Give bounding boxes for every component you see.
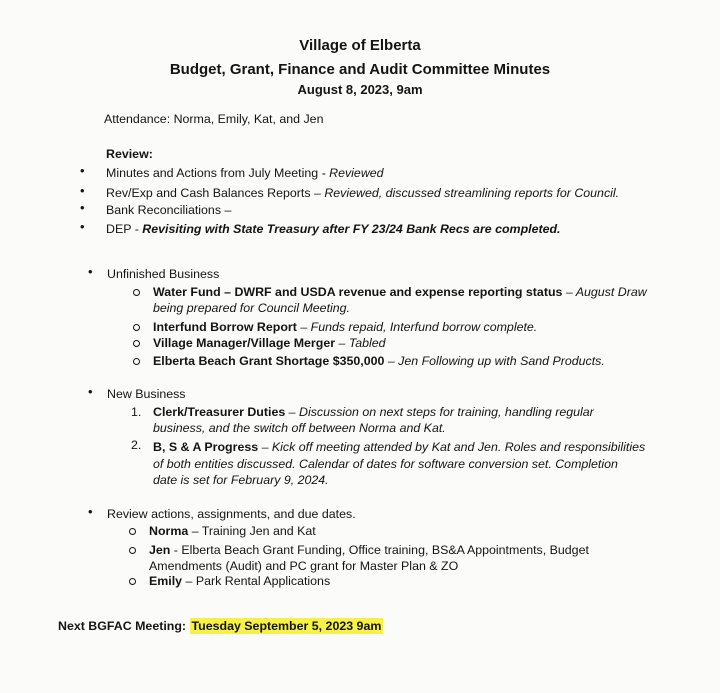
document-title: Village of Elberta	[299, 37, 421, 54]
circle-bullet-icon	[133, 289, 140, 296]
list-item: Emily – Park Rental Applications	[149, 574, 331, 588]
next-meeting-date: Tuesday September 5, 2023 9am	[191, 619, 382, 633]
list-item: Village Manager/Village Merger – Tabled	[153, 336, 386, 350]
list-item-continuation: date is set for February 9, 2024.	[153, 473, 329, 487]
new-business-heading: New Business	[107, 387, 186, 401]
bullet-icon: •	[88, 504, 93, 519]
bullet-icon: •	[88, 384, 93, 399]
list-item: Rev/Exp and Cash Balances Reports – Reviewed, discussed streamlining reports for Council.	[106, 186, 620, 200]
circle-bullet-icon	[133, 358, 140, 365]
bullet-icon: •	[80, 163, 85, 178]
list-item: Norma – Training Jen and Kat	[149, 524, 316, 538]
list-item-continuation: business, and the switch off between Norma and Kat.	[153, 421, 446, 435]
circle-bullet-icon	[129, 547, 136, 554]
actions-heading: Review actions, assignments, and due dates.	[107, 507, 356, 521]
list-item: Jen - Elberta Beach Grant Funding, Office training, BS&A Appointments, Budget	[149, 543, 589, 557]
bullet-icon: •	[88, 264, 93, 279]
list-item: Elberta Beach Grant Shortage $350,000 – Jen Following up with Sand Products.	[153, 354, 605, 368]
list-item: Minutes and Actions from July Meeting - Reviewed	[106, 166, 384, 180]
list-item: Interfund Borrow Report – Funds repaid, Interfund borrow complete.	[153, 320, 538, 334]
list-item: Water Fund – DWRF and USDA revenue and expense reporting status – August Draw	[153, 285, 647, 299]
list-item: Clerk/Treasurer Duties – Discussion on next steps for training, handling regular	[153, 405, 594, 419]
list-number: 1.	[131, 405, 142, 419]
document-subtitle: Budget, Grant, Finance and Audit Committee Minutes	[169, 61, 551, 78]
circle-bullet-icon	[133, 340, 140, 347]
next-meeting	[58, 619, 383, 633]
bullet-icon: •	[80, 219, 85, 234]
circle-bullet-icon	[129, 578, 136, 585]
circle-bullet-icon	[133, 324, 140, 331]
list-item-continuation: being prepared for Council Meeting.	[153, 301, 350, 315]
circle-bullet-icon	[129, 528, 136, 535]
meeting-date: August 8, 2023, 9am	[297, 82, 423, 97]
list-item: B, S & A Progress – Kick off meeting attended by Kat and Jen. Roles and responsibilities	[153, 440, 646, 454]
bullet-icon: •	[80, 183, 85, 198]
unfinished-heading: Unfinished Business	[107, 267, 220, 281]
bullet-icon: •	[80, 200, 85, 215]
list-item-continuation: of both entities discussed. Calendar of dates for software conversion set. Completion	[153, 457, 618, 471]
attendance: Attendance: Norma, Emily, Kat, and Jen	[104, 112, 324, 126]
list-number: 2.	[131, 438, 142, 452]
list-item: DEP - Revisiting with State Treasury after FY 23/24 Bank Recs are completed.	[106, 222, 561, 236]
next-meeting-label: Next BGFAC Meeting:	[58, 619, 187, 633]
review-heading: Review:	[106, 147, 153, 161]
list-item: Bank Reconciliations –	[106, 203, 232, 217]
list-item-continuation: Amendments (Audit) and PC grant for Master Plan & ZO	[149, 559, 459, 573]
